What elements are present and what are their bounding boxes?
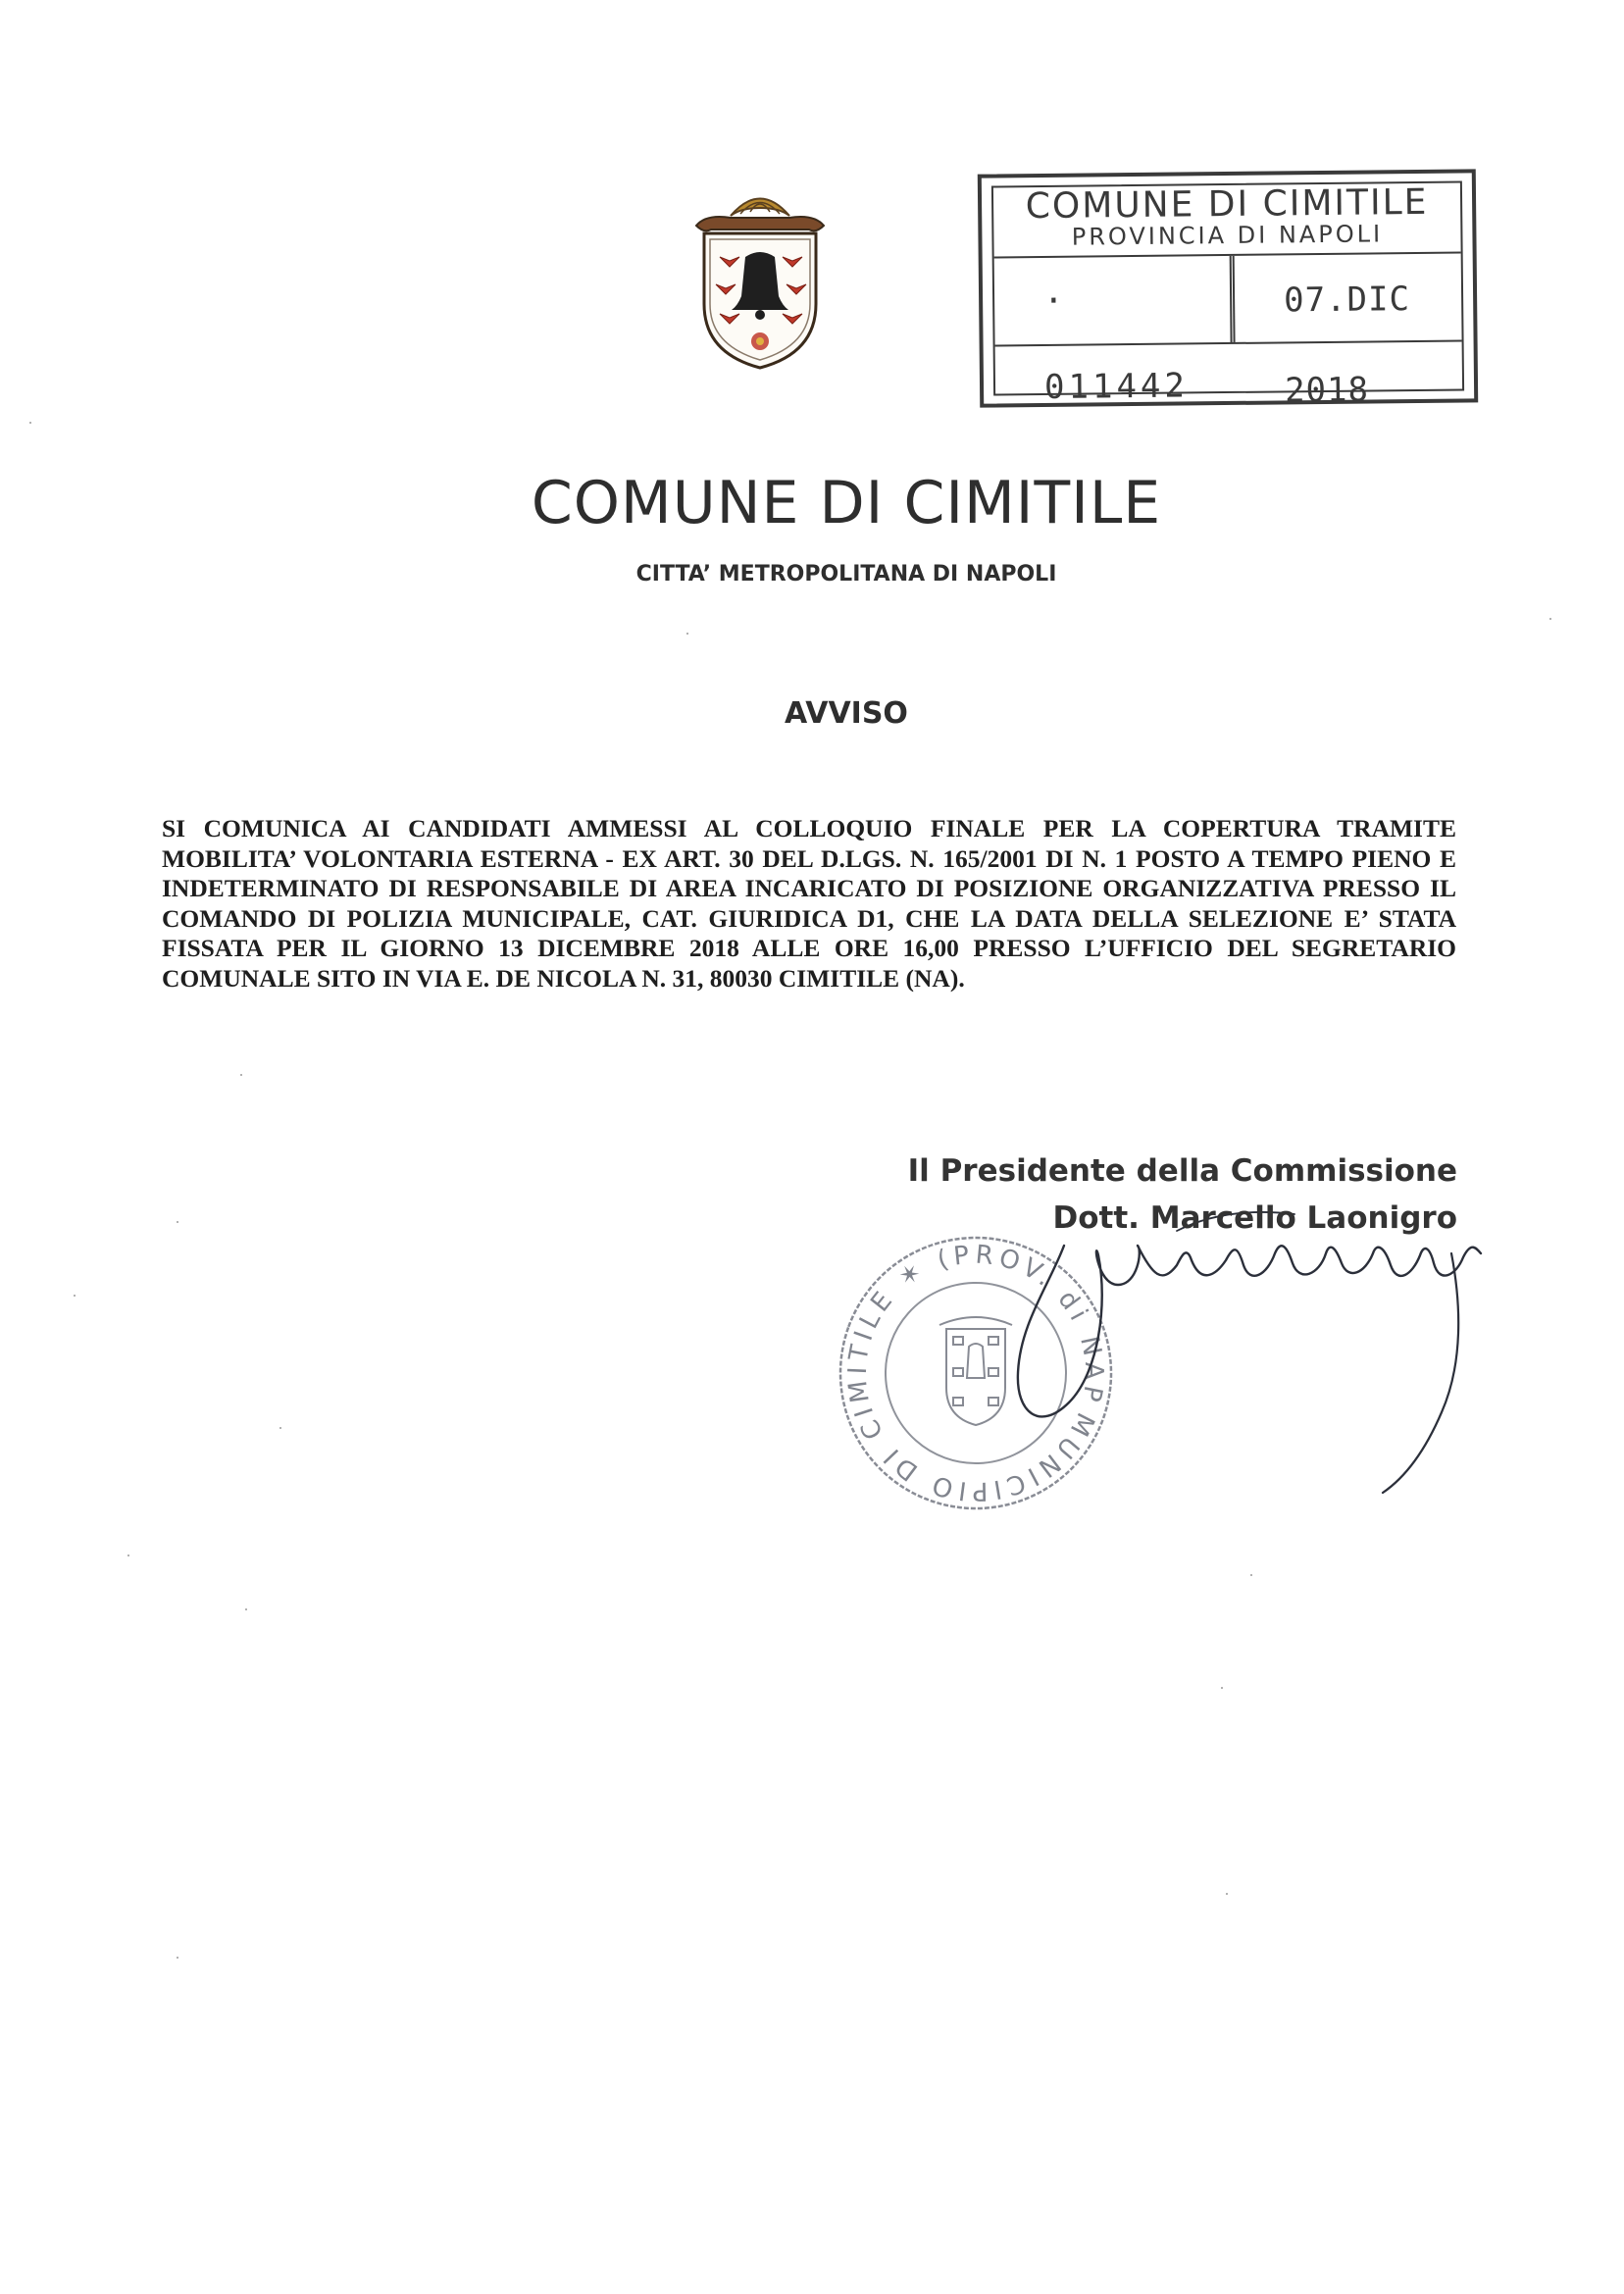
scan-speck (1549, 618, 1551, 620)
protocol-stamp (978, 169, 1478, 411)
protocol-stamp-title: COMUNE DI CIMITILE (1025, 181, 1429, 228)
scan-speck (1226, 1893, 1228, 1895)
scan-speck (686, 633, 688, 635)
protocol-stamp-frame (991, 180, 1464, 411)
scan-speck (1250, 1574, 1252, 1576)
scan-speck (127, 1555, 129, 1556)
protocol-stamp-subtitle: PROVINCIA DI NAPOLI (1071, 220, 1384, 251)
municipality-subtitle: CITTA’ METROPOLITANA DI NAPOLI (635, 562, 1057, 586)
signatory-role: Il Presidente della Commissione (907, 1153, 1457, 1189)
scan-speck (74, 1295, 76, 1297)
scan-speck (177, 1957, 178, 1959)
scan-speck (29, 422, 31, 424)
municipal-seal-text: MUNICIPIO DI CIMITILE ✶ (PROV. di NAPOLI) (842, 1240, 1109, 1506)
notice-title: AVVISO (785, 696, 908, 731)
scan-speck (177, 1221, 178, 1223)
protocol-stamp-header (993, 183, 1461, 259)
signature-block (908, 1147, 1457, 1242)
scan-speck (279, 1427, 281, 1429)
coat-of-arms-logo (686, 186, 834, 373)
protocol-stamp-row (994, 254, 1462, 411)
municipality-title: COMUNE DI CIMITILE (531, 469, 1162, 537)
notice-body: SI COMUNICA AI CANDIDATI AMMESSI AL COLLOQUIO FINALE PER LA COPERTURA TRAMITE MOBILITA’ VOLONTARIA ESTERNA - EX ART. 30 DEL D.LGS. N. 165/2001 DI N. 1 POSTO A TEMPO PIENO E INDETERMINATO DI RESPONSABILE DI AREA INCARICATO DI POSIZIONE ORGANIZZATIVA PRESSO IL COMANDO DI POLIZIA MUNICIPALE, CAT. GIURIDICA D1, CHE LA DATA DELLA SELEZIONE E’ STATA FISSATA PER IL GIORNO 13 DICEMBRE 2018 ALLE ORE 16,00 PRESSO L’UFFICIO DEL SEGRETARIO COMUNALE SITO IN VIA E. DE NICOLA N. 31, 80030 CIMITILE (NA). (162, 814, 1456, 993)
protocol-number: · 011442 (994, 256, 1236, 345)
scan-speck (240, 1074, 242, 1076)
signatory-name: Dott. Marcello Laonigro (1052, 1200, 1457, 1236)
scan-speck (245, 1608, 247, 1610)
scan-speck (1221, 1687, 1223, 1689)
protocol-date: 07.DIC 2018 (1283, 280, 1411, 411)
